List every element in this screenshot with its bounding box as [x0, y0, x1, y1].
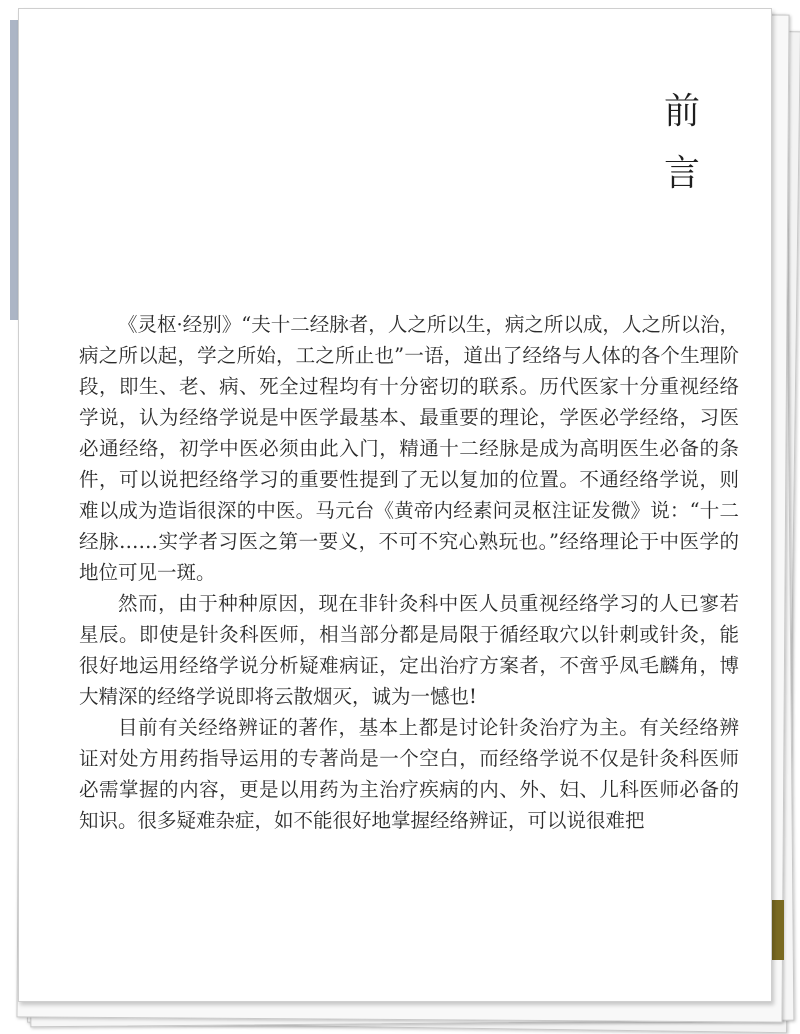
body-text — [79, 309, 739, 836]
title-char: 言 — [663, 153, 700, 194]
book-cover-edge — [770, 900, 784, 960]
paragraph: 然而，由于种种原因，现在非针灸科中医人员重视经络学习的人已寥若星辰。即使是针灸科医师，相当部分都是局限于循经取穴以针刺或针灸，能很好地运用经络学说分析疑难病证，定出治疗方案者，不啻乎凤毛麟角，博大精深的经络学说即将云散烟灭，诚为一憾也! — [79, 592, 739, 708]
page-title — [659, 81, 705, 205]
paragraph: 目前有关经络辨证的著作，基本上都是讨论针灸治疗为主。有关经络辨证对处方用药指导运用的专著尚是一个空白，而经络学说不仅是针灸科医师必需掌握的内容，更是以用药为主治疗疾病的内、外、妇、儿科医师必备的知识。很多疑难杂症，如不能很好地掌握经络辨证，可以说很难把 — [79, 716, 739, 832]
title-char: 前 — [663, 91, 700, 132]
document-page — [18, 8, 772, 1002]
paragraph: 《灵枢·经别》“夫十二经脉者，人之所以生，病之所以成，人之所以治，病之所以起，学之所始，工之所止也”一语，道出了经络与人体的各个生理阶段，即生、老、病、死全过程均有十分密切的联系。历代医家十分重视经络学说，认为经络学说是中医学最基本、最重要的理论，学医必学经络，习医必通经络，初学中医必须由此入门，精通十二经脉是成为高明医生必备的条件，可以说把经络学习的重要性提到了无以复加的位置。不通经络学说，则难以成为造诣很深的中医。马元台《黄帝内经素问灵枢注证发微》说：“十二经脉……实学者习医之第一要义，不可不究心熟玩也。”经络理论于中医学的地位可见一斑。 — [79, 313, 739, 584]
